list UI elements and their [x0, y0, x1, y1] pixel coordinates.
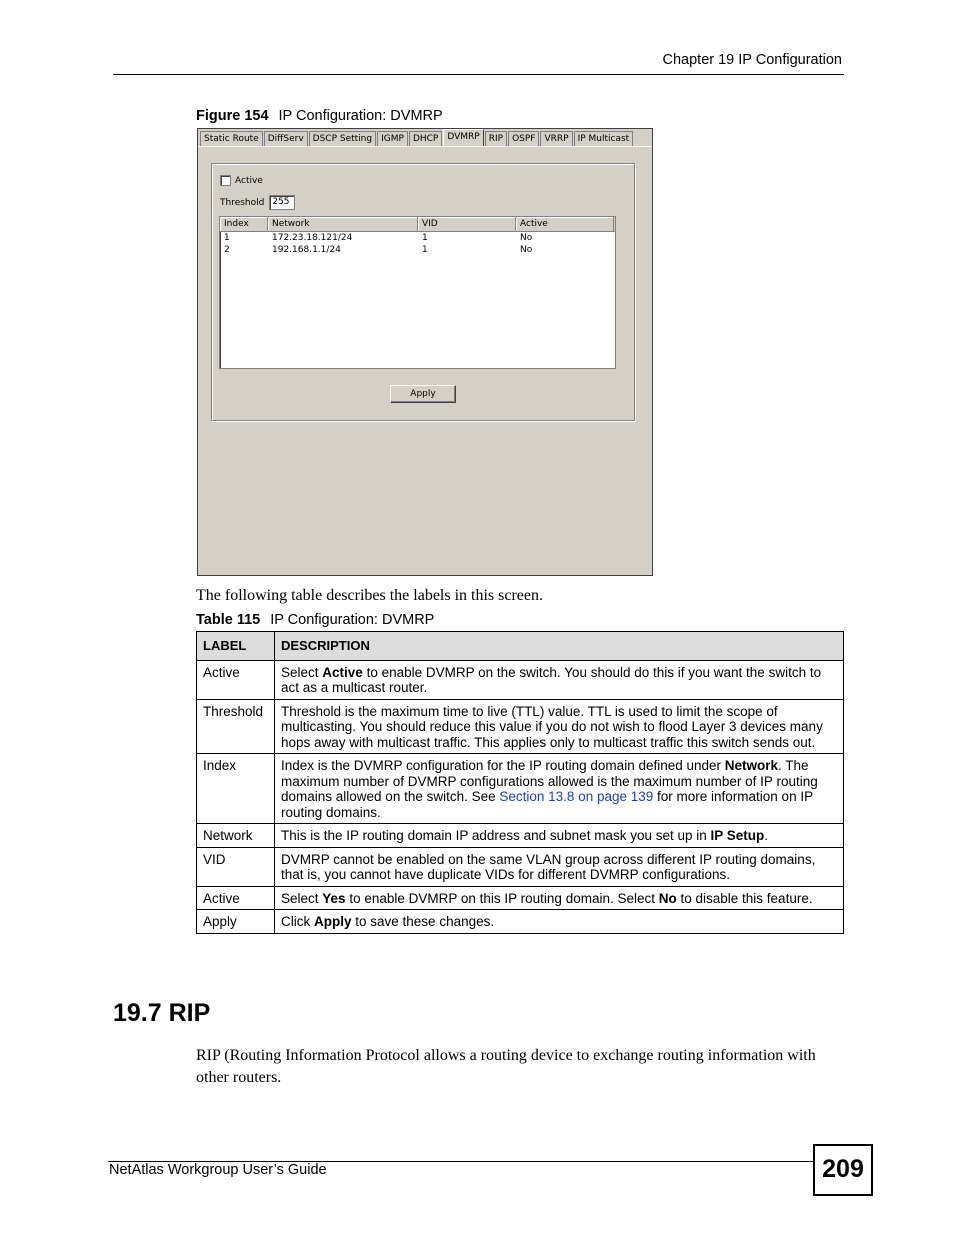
tab-vrrp[interactable]: VRRP	[540, 131, 572, 147]
row-vid: 1	[422, 245, 428, 255]
tab-dvmrp[interactable]: DVMRP	[443, 129, 483, 147]
tab-divider	[198, 146, 652, 147]
threshold-option	[220, 195, 295, 210]
row-network: 192.168.1.1/24	[272, 245, 341, 255]
active-checkbox[interactable]	[220, 175, 231, 186]
row-active: No	[520, 233, 533, 243]
row-description: Select Yes to enable DVMRP on this IP routing domain. Select No to disable this feature.	[275, 886, 844, 910]
table-row[interactable]	[220, 244, 615, 256]
row-description: Click Apply to save these changes.	[275, 910, 844, 934]
dvmrp-table	[219, 216, 616, 369]
active-checkbox-label: Active	[235, 175, 263, 186]
tab-dscp-setting[interactable]: DSCP Setting	[309, 131, 376, 147]
tab-igmp[interactable]: IGMP	[377, 131, 408, 147]
table-row[interactable]	[220, 232, 615, 244]
dvmrp-config-screenshot	[197, 128, 653, 576]
table-row	[197, 910, 844, 934]
threshold-input[interactable]: 255	[269, 195, 295, 210]
tab-diffserv[interactable]: DiffServ	[264, 131, 308, 147]
row-vid: 1	[422, 233, 428, 243]
table-row	[197, 754, 844, 824]
row-description: This is the IP routing domain IP address and subnet mask you set up in IP Setup.	[275, 824, 844, 848]
tab-ip-multicast[interactable]: IP Multicast	[574, 131, 634, 147]
row-label: Apply	[197, 910, 275, 934]
figure-caption	[196, 108, 443, 124]
apply-button[interactable]: Apply	[390, 385, 456, 403]
table-row	[197, 847, 844, 886]
row-label: Active	[197, 660, 275, 699]
column-header-active[interactable]: Active	[516, 217, 614, 231]
row-description: Index is the DVMRP configuration for the IP routing domain defined under Network. The maximum number of DVMRP configurations allowed is the maximum number of IP routing domains allowed on the switch. See Section 13.8 on page 139 for more information on IP routing domains.	[275, 754, 844, 824]
table-row	[197, 660, 844, 699]
column-header-index[interactable]: Index	[220, 217, 268, 231]
row-description: Threshold is the maximum time to live (TTL) value. TTL is used to limit the scope of multicasting. You should reduce this value if you do not wish to flood Layer 3 devices many hops away with multicast traffic. This applies only to multicast traffic this switch sends out.	[275, 699, 844, 754]
row-label: Index	[197, 754, 275, 824]
chapter-header: Chapter 19 IP Configuration	[662, 52, 842, 68]
table-caption	[196, 612, 434, 628]
dvmrp-table-header	[220, 217, 615, 232]
description-table	[196, 631, 844, 934]
row-label: Active	[197, 886, 275, 910]
table-row	[197, 824, 844, 848]
figure-label: Figure 154	[196, 108, 269, 124]
figure-title: IP Configuration: DVMRP	[278, 108, 443, 124]
section-link[interactable]: Section 13.8 on page 139	[499, 789, 654, 804]
table-title: IP Configuration: DVMRP	[270, 612, 435, 628]
row-description: Select Active to enable DVMRP on the switch. You should do this if you want the switch to act as a multicast router.	[275, 660, 844, 699]
intro-paragraph: The following table describes the labels in this screen.	[196, 587, 544, 604]
tab-static-route[interactable]: Static Route	[200, 131, 263, 147]
page-number: 209	[813, 1144, 873, 1196]
guide-title: NetAtlas Workgroup User’s Guide	[109, 1162, 327, 1178]
header-rule	[113, 74, 844, 75]
tab-bar	[200, 130, 634, 147]
header-label: LABEL	[197, 632, 275, 661]
row-description: DVMRP cannot be enabled on the same VLAN group across different IP routing domains, that is, you cannot have duplicate VIDs for different DVMRP configurations.	[275, 847, 844, 886]
description-table-header	[197, 632, 844, 661]
row-index: 2	[224, 245, 230, 255]
column-header-network[interactable]: Network	[268, 217, 418, 231]
tab-rip[interactable]: RIP	[485, 131, 507, 147]
tab-dhcp[interactable]: DHCP	[409, 131, 442, 147]
table-row	[197, 699, 844, 754]
row-label: Network	[197, 824, 275, 848]
table-row	[197, 886, 844, 910]
rip-paragraph: RIP (Routing Information Protocol allows a routing device to exchange routing information with other routers.	[196, 1047, 816, 1086]
header-description: DESCRIPTION	[275, 632, 844, 661]
section-title: 19.7 RIP	[113, 999, 211, 1027]
row-index: 1	[224, 233, 230, 243]
row-active: No	[520, 245, 533, 255]
row-label: Threshold	[197, 699, 275, 754]
tab-ospf[interactable]: OSPF	[508, 131, 539, 147]
row-label: VID	[197, 847, 275, 886]
threshold-label: Threshold	[220, 197, 265, 208]
column-header-vid[interactable]: VID	[418, 217, 516, 231]
table-label: Table 115	[196, 612, 261, 628]
active-option	[220, 175, 263, 186]
row-network: 172.23.18.121/24	[272, 233, 353, 243]
